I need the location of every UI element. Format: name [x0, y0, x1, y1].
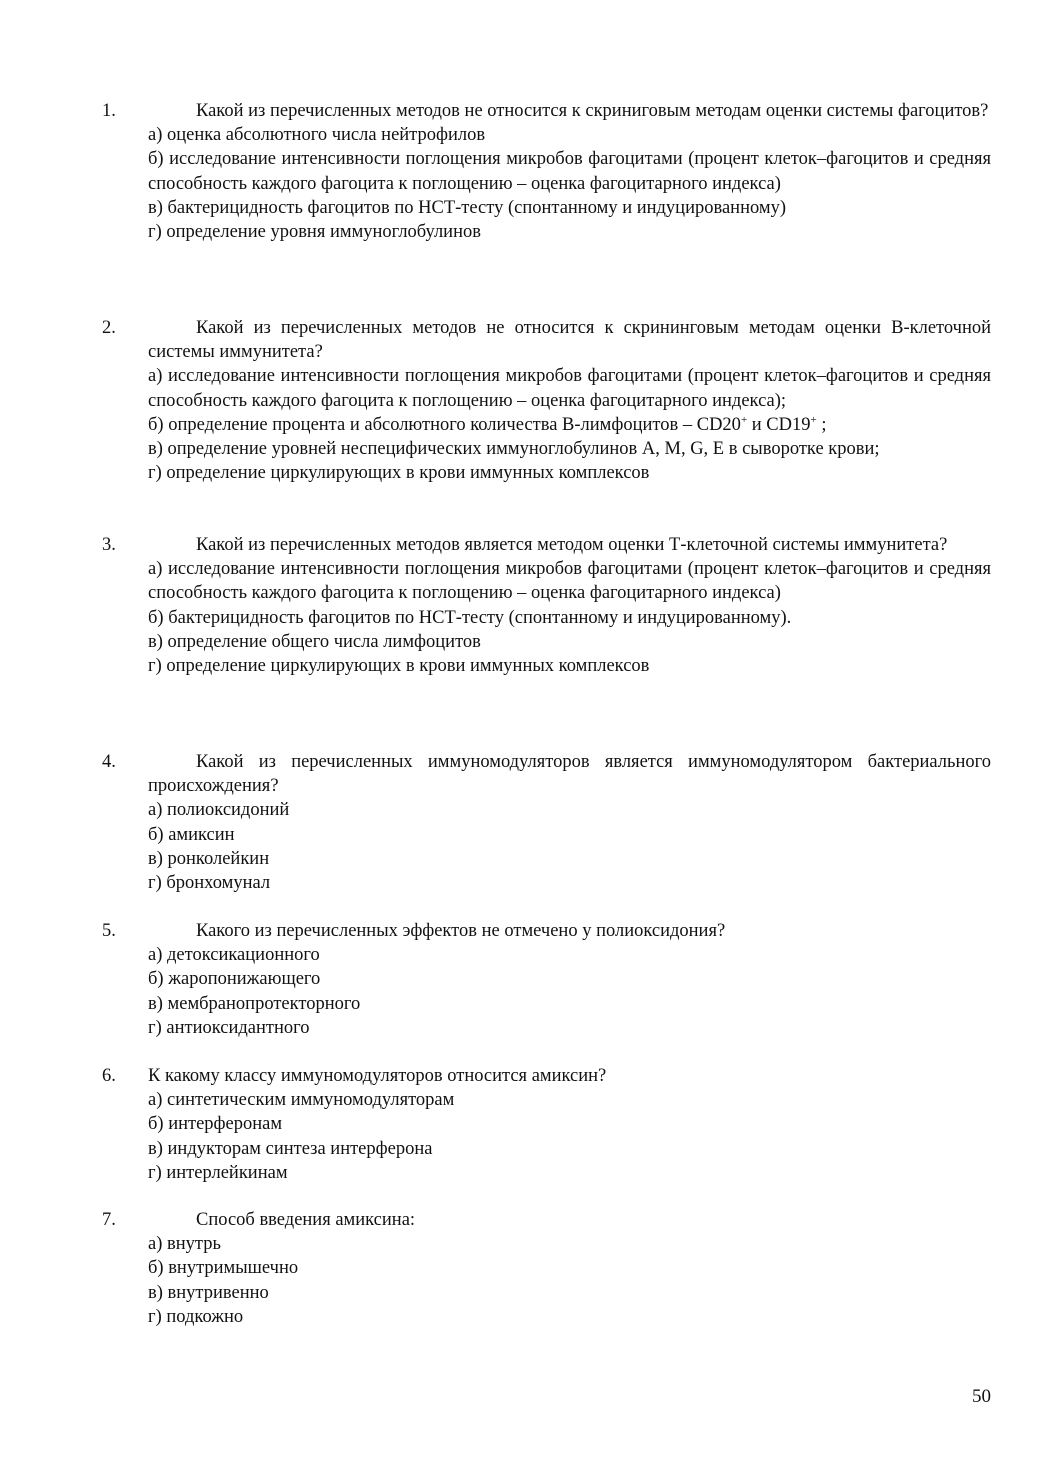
answer-option-c: в) бактерицидность фагоцитов по НСТ-тесту (спонтанному и индуцированному): [148, 197, 786, 218]
answer-list: [148, 798, 991, 895]
question-text: К какому классу иммуномодуляторов относится амиксин?: [148, 1066, 607, 1086]
question-number: 1.: [102, 101, 116, 121]
answer-option-b: б) исследование интенсивности поглощения микробов фагоцитами (процент клеток–фагоцитов и средняя способность каждого фагоцита к поглощению – оценка фагоцитарного индекса): [148, 149, 991, 194]
answer-text: и CD19: [747, 414, 811, 435]
superscript-plus: +: [740, 413, 748, 426]
answer-option-c: в) ронколейкин: [148, 848, 270, 869]
question-block-7: [102, 1208, 991, 1329]
answer-option-b: [148, 413, 991, 437]
answer-list: [148, 364, 991, 485]
answer-option-c: в) определение общего числа лимфоцитов: [148, 631, 481, 652]
question-number: 5.: [102, 921, 116, 941]
answer-option-b: б) бактерицидность фагоцитов по НСТ-тесту (спонтанному и индуцированному).: [148, 607, 792, 628]
question-text: Какой из перечисленных методов не относится к скриниговым методам оценки системы фагоцитов?: [196, 101, 989, 121]
answer-option-d: г) определение циркулирующих в крови иммунных комплексов: [148, 656, 650, 677]
answer-option-a: а) детоксикационного: [148, 945, 320, 966]
superscript-plus: +: [810, 413, 817, 426]
answer-list: [148, 1088, 991, 1185]
question-number: 7.: [102, 1210, 116, 1230]
question-block-5: [102, 919, 991, 1040]
answer-list: [148, 943, 991, 1040]
answer-option-c: в) определение уровней неспецифических иммуноглобулинов A, M, G, E в сыворотке крови;: [148, 439, 880, 460]
question-text: Какой из перечисленных методов является методом оценки Т-клеточной системы иммунитета?: [196, 535, 948, 555]
answer-list: [148, 1232, 991, 1329]
question-number: 6.: [102, 1066, 116, 1086]
answer-list: [148, 557, 991, 678]
answer-option-b: б) амиксин: [148, 824, 235, 845]
answer-option-d: г) интерлейкинам: [148, 1162, 288, 1183]
answer-option-a: а) исследование интенсивности поглощения микробов фагоцитами (процент клеток–фагоцитов и средняя способность каждого фагоцита к поглощению – оценка фагоцитарного индекса);: [148, 366, 991, 411]
question-block-1: [102, 99, 991, 244]
question-block-2: [102, 316, 991, 485]
answer-option-b: б) интерферонам: [148, 1114, 283, 1135]
answer-option-c: в) мембранопротекторного: [148, 993, 361, 1014]
question-block-3: [102, 533, 991, 678]
question-text: Какой из перечисленных иммуномодуляторов является иммуномодулятором бактериального происхождения?: [148, 752, 991, 797]
answer-option-b: б) жаропонижающего: [148, 969, 321, 990]
question-text: Способ введения амиксина:: [196, 1210, 416, 1230]
question-text: Какой из перечисленных методов не относится к скрининговым методам оценки В-клеточной системы иммунитета?: [148, 318, 991, 363]
question-number: 2.: [102, 318, 116, 338]
answer-text: ;: [816, 414, 827, 435]
answer-option-a: а) внутрь: [148, 1234, 221, 1255]
answer-option-d: г) определение уровня иммуноглобулинов: [148, 222, 481, 243]
answer-option-a: а) полиоксидоний: [148, 800, 290, 821]
question-number: 4.: [102, 752, 116, 772]
answer-option-a: а) синтетическим иммуномодуляторам: [148, 1090, 455, 1111]
question-block-6: [102, 1064, 991, 1185]
question-text: Какого из перечисленных эффектов не отмечено у полиоксидония?: [196, 921, 726, 941]
answer-option-d: г) антиоксидантного: [148, 1017, 310, 1038]
answer-option-d: г) определение циркулирующих в крови иммунных комплексов: [148, 463, 650, 484]
answer-option-b: б) внутримышечно: [148, 1258, 299, 1279]
answer-option-a: а) оценка абсолютного числа нейтрофилов: [148, 125, 486, 146]
answer-option-d: г) подкожно: [148, 1306, 244, 1327]
answer-text: б) определение процента и абсолютного количества В-лимфоцитов – CD20: [148, 414, 741, 435]
answer-list: [148, 123, 991, 244]
answer-option-a: а) исследование интенсивности поглощения микробов фагоцитами (процент клеток–фагоцитов и средняя способность каждого фагоцита к поглощению – оценка фагоцитарного индекса): [148, 559, 991, 604]
answer-option-c: в) индукторам синтеза интерферона: [148, 1138, 433, 1159]
answer-option-c: в) внутривенно: [148, 1282, 269, 1303]
page-number: 50: [972, 1386, 991, 1407]
question-number: 3.: [102, 535, 116, 555]
question-block-4: [102, 750, 991, 895]
answer-option-d: г) бронхомунал: [148, 873, 271, 894]
